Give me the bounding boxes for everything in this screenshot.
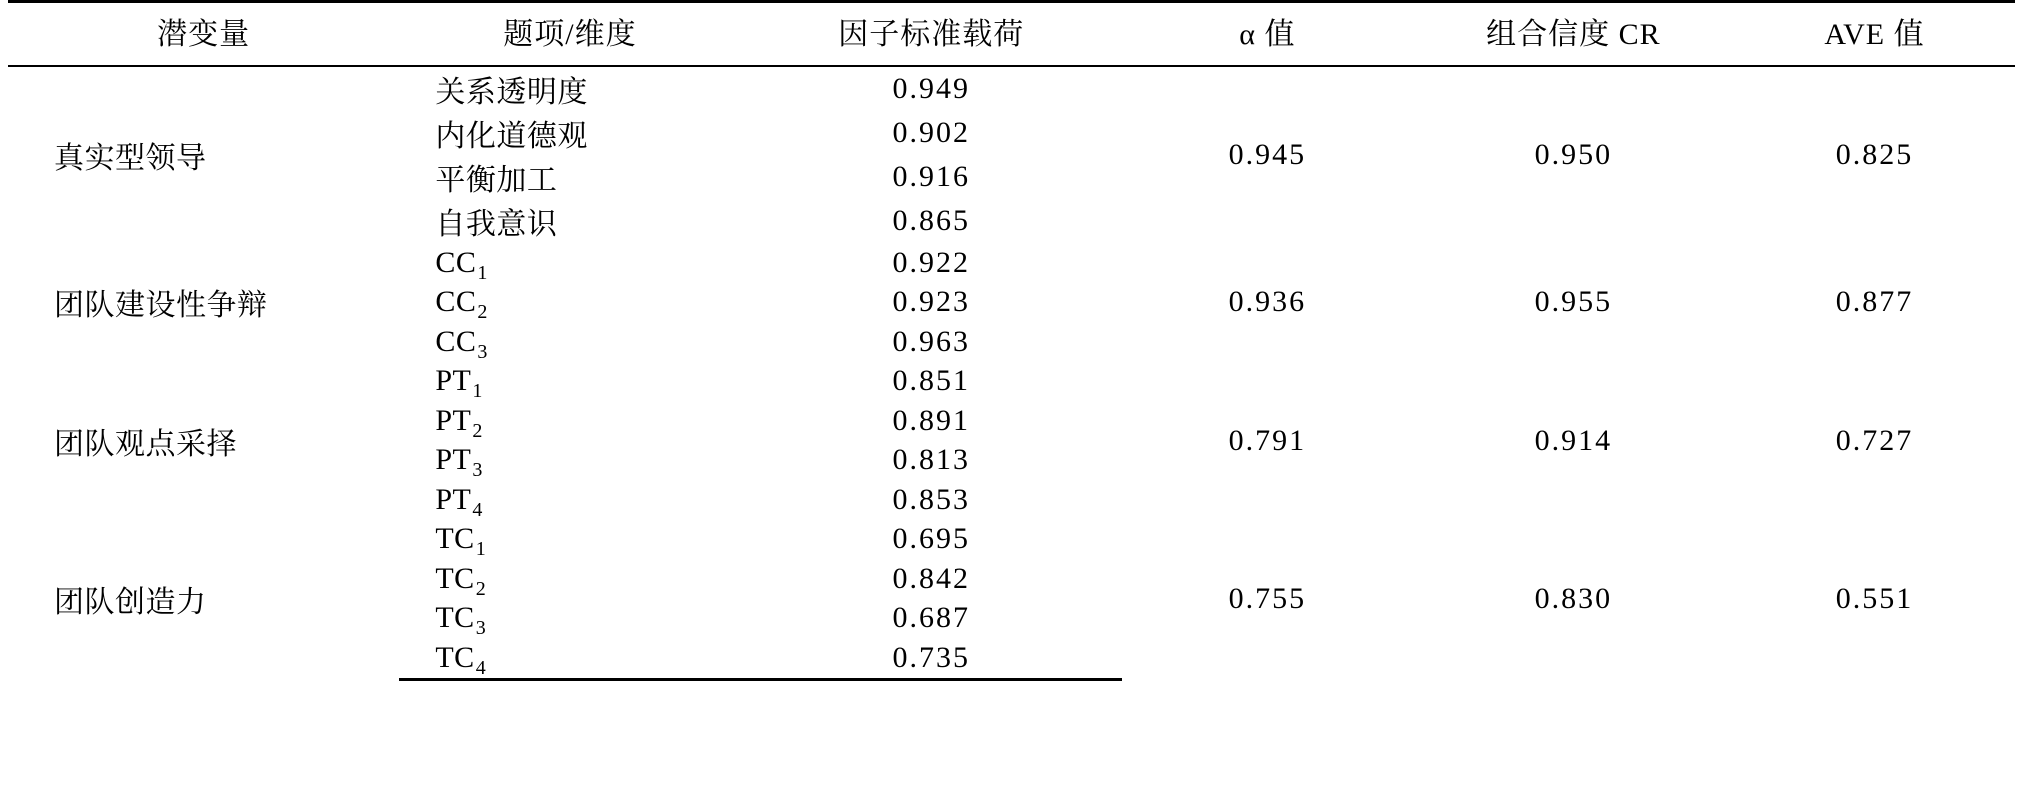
factor-loading-cell: 0.865: [892, 204, 970, 237]
ave-value-cell: 0.551: [1835, 582, 1914, 616]
column-header-composite-reliability: 组合信度 CR: [1413, 2, 1734, 67]
item-label: PT: [435, 443, 472, 477]
column-header-factor-loading: 因子标准载荷: [741, 2, 1122, 67]
item-label: PT: [435, 364, 472, 398]
ave-value-cell: 0.877: [1835, 285, 1914, 319]
alpha-value-cell: 0.936: [1228, 285, 1307, 319]
item-label: TC: [435, 561, 475, 595]
item-dimension-cell: [399, 441, 740, 481]
item-index: 1: [477, 261, 488, 284]
item-index: 1: [475, 538, 487, 561]
reliability-validity-table: [8, 0, 2015, 681]
factor-loading-cell: 0.695: [892, 522, 970, 556]
ave-value-cell: 0.825: [1835, 138, 1914, 171]
latent-variable-cell: 团队观点采择: [54, 427, 237, 461]
item-dimension-cell: 关系透明度: [435, 76, 588, 109]
item-dimension-cell: 内化道德观: [435, 120, 588, 153]
cr-value-cell: 0.950: [1534, 138, 1613, 171]
item-index: 2: [472, 419, 483, 442]
latent-variable-cell: 真实型领导: [54, 142, 207, 175]
latent-variable-cell: 团队建设性争辩: [54, 289, 268, 323]
item-dimension-cell: 平衡加工: [435, 164, 558, 197]
alpha-value-cell: 0.791: [1228, 423, 1307, 457]
item-label: PT: [435, 482, 472, 516]
column-header-alpha: α 值: [1122, 2, 1413, 67]
item-dimension-cell: [399, 638, 740, 679]
factor-loading-cell: 0.923: [892, 285, 970, 319]
item-label: PT: [435, 403, 472, 437]
alpha-value-cell: 0.945: [1228, 138, 1307, 171]
table-row: [8, 66, 2015, 111]
item-label: TC: [435, 522, 475, 556]
alpha-value-cell: 0.755: [1228, 582, 1307, 616]
factor-loading-cell: 0.902: [892, 116, 970, 149]
factor-loading-cell: 0.851: [892, 364, 970, 398]
column-header-ave: AVE 值: [1734, 2, 2015, 67]
factor-loading-cell: 0.949: [892, 72, 970, 105]
factor-loading-cell: 0.842: [892, 561, 970, 595]
factor-loading-cell: 0.853: [892, 482, 970, 516]
cr-value-cell: 0.830: [1534, 582, 1613, 616]
item-dimension-cell: [399, 322, 740, 362]
item-label: CC: [435, 324, 477, 358]
item-dimension-cell: [399, 243, 740, 283]
table-header: [8, 2, 2015, 67]
item-dimension-cell: [399, 599, 740, 639]
latent-variable-cell: 团队创造力: [54, 586, 207, 620]
table-row: [8, 243, 2015, 283]
item-dimension-cell: [399, 283, 740, 323]
item-dimension-cell: [399, 401, 740, 441]
item-dimension-cell: [399, 480, 740, 520]
item-label: CC: [435, 245, 477, 279]
cr-value-cell: 0.955: [1534, 285, 1613, 319]
factor-loading-cell: 0.813: [892, 443, 970, 477]
table-row: [8, 520, 2015, 560]
item-index: 4: [472, 498, 483, 521]
item-dimension-cell: 自我意识: [435, 208, 558, 241]
factor-loading-cell: 0.891: [892, 403, 970, 437]
factor-loading-cell: 0.735: [741, 638, 1122, 679]
ave-value-cell: 0.727: [1835, 423, 1914, 457]
cr-value-cell: 0.914: [1534, 423, 1613, 457]
table-body: [8, 66, 2015, 679]
item-dimension-cell: [399, 362, 740, 402]
column-header-latent-variable: 潜变量: [8, 2, 399, 67]
item-label: CC: [435, 285, 477, 319]
table-header-row: [8, 2, 2015, 67]
factor-loading-cell: 0.963: [892, 324, 970, 358]
column-header-item-dimension: 题项/维度: [399, 2, 740, 67]
factor-loading-cell: 0.922: [892, 245, 970, 279]
item-index: 1: [472, 380, 483, 403]
item-dimension-cell: [399, 520, 740, 560]
factor-loading-cell: 0.916: [892, 160, 970, 193]
item-label: TC: [435, 640, 475, 674]
item-index: 2: [475, 577, 487, 600]
item-index: 3: [472, 459, 483, 482]
item-index: 3: [475, 617, 487, 640]
table-row: [8, 362, 2015, 402]
item-dimension-cell: [399, 559, 740, 599]
item-index: 2: [477, 301, 488, 324]
item-label: TC: [435, 601, 475, 635]
item-index: 3: [477, 340, 488, 363]
factor-loading-cell: 0.687: [892, 601, 970, 635]
item-index: 4: [475, 656, 487, 679]
